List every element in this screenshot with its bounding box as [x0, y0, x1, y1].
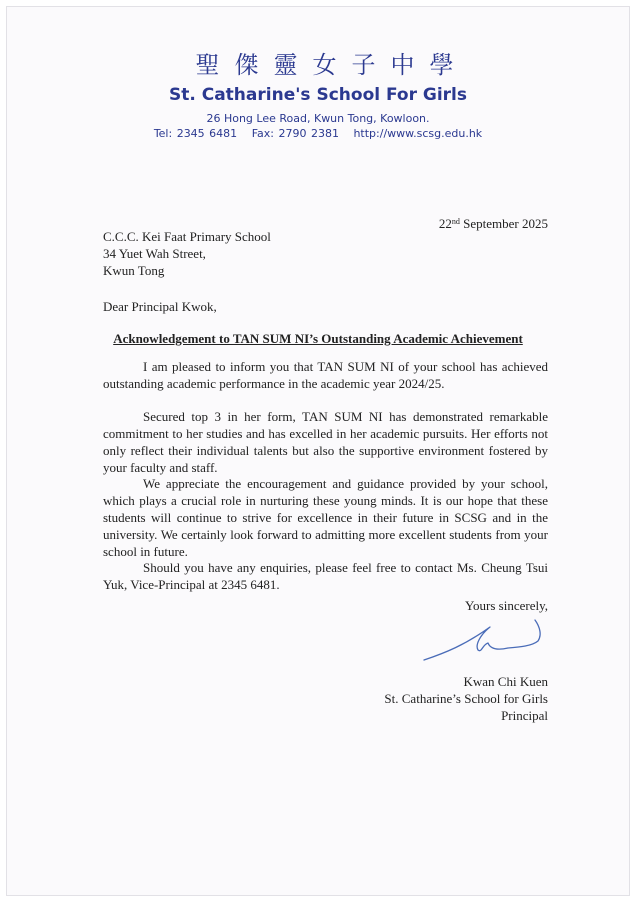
signatory-name: Kwan Chi Kuen [463, 674, 548, 689]
school-fax: Fax: 2790 2381 [251, 127, 339, 140]
date-day: 22 [438, 216, 452, 231]
letter-date [439, 215, 548, 232]
signatory-school: St. Catharine’s School for Girls [384, 691, 548, 706]
school-chinese-name: 聖傑靈女子中學 [195, 51, 469, 79]
closing: Yours sincerely, [464, 598, 548, 613]
recipient-address [103, 228, 271, 279]
school-tel: Tel: 2345 6481 [153, 127, 238, 140]
signature-image [420, 615, 560, 670]
recipient-line: C.C.C. Kei Faat Primary School [103, 229, 271, 244]
school-contact-line [0, 126, 636, 141]
recipient-line: 34 Yuet Wah Street, [103, 246, 206, 261]
school-english-name: St. Catharine's School For Girls [168, 85, 468, 105]
salutation: Dear Principal Kwok, [103, 299, 217, 314]
school-address: 26 Hong Lee Road, Kwun Tong, Kowloon. [206, 112, 430, 125]
signature-block [384, 673, 548, 724]
letter-subject: Acknowledgement to TAN SUM NI’s Outstanding Academic Achievement [113, 331, 523, 346]
body-paragraph: We appreciate the encouragement and guidance provided by your school, which plays a crucial role in nurturing these young minds. It is our hope that these students will continue to strive for excellence in their future in SCSG and in the university. We certainly look forward to admitting more excellent students from your school in future. [103, 476, 548, 559]
signatory-title: Principal [501, 708, 548, 723]
body-paragraph: Should you have any enquiries, please feel free to contact Ms. Cheung Tsui Yuk, Vice-Principal at 2345 6481. [103, 560, 548, 592]
body-paragraph: Secured top 3 in her form, TAN SUM NI has demonstrated remarkable commitment to her studies and has excelled in her academic pursuits. Her efforts not only reflect their individual talents but also the supportive environment fostered by your faculty and staff. [103, 409, 548, 475]
date-suffix: nd [451, 217, 460, 226]
school-website: http://www.scsg.edu.hk [353, 127, 483, 140]
recipient-line: Kwun Tong [103, 263, 165, 278]
date-month-year: September 2025 [459, 216, 548, 231]
body-paragraph: I am pleased to inform you that TAN SUM NI of your school has achieved outstanding academic performance in the academic year 2024/25. [103, 359, 548, 391]
